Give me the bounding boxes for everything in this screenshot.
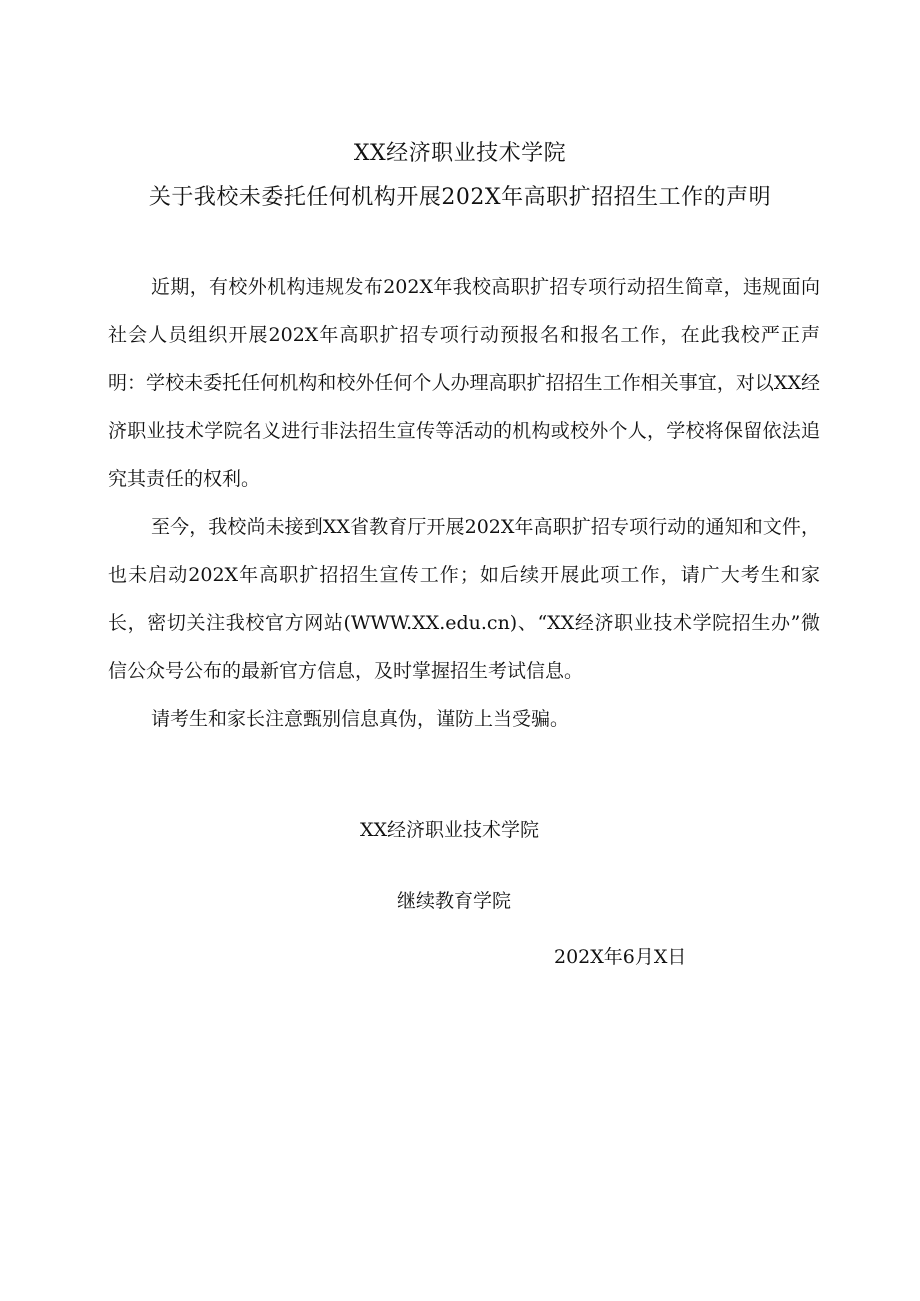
- signature-organization: XX经济职业技术学院: [360, 819, 540, 841]
- document-body: [108, 263, 820, 743]
- signature-department: 继续教育学院: [397, 890, 512, 912]
- title-block: [0, 132, 920, 220]
- signature-date: 202X年6月X日: [554, 946, 687, 968]
- document-title-statement: 关于我校未委托任何机构开展202X年高职扩招招生工作的声明: [148, 185, 772, 210]
- body-paragraph-3: 请考生和家长注意甄别信息真伪，谨防上当受骗。: [151, 708, 570, 730]
- body-paragraph-2: 至今，我校尚未接到XX省教育厅开展202X年高职扩招专项行动的通知和文件，也未启动202X年高职扩招招生宣传工作；如后续开展此项工作，请广大考生和家长，密切关注我校官方网站(WWW.XX.edu.cn)、“XX经济职业技术学院招生办”微信公众号公布的最新官方信息，及时掌握招生考试信息。: [108, 516, 820, 682]
- document-title-institution: XX经济职业技术学院: [353, 141, 567, 166]
- body-paragraph-1: 近期，有校外机构违规发布202X年我校高职扩招专项行动招生简章，违规面向社会人员组织开展202X年高职扩招专项行动预报名和报名工作，在此我校严正声明：学校未委托任何机构和校外任何个人办理高职扩招招生工作相关事宜，对以XX经济职业技术学院名义进行非法招生宣传等活动的机构或校外个人，学校将保留依法追究其责任的权利。: [108, 276, 820, 490]
